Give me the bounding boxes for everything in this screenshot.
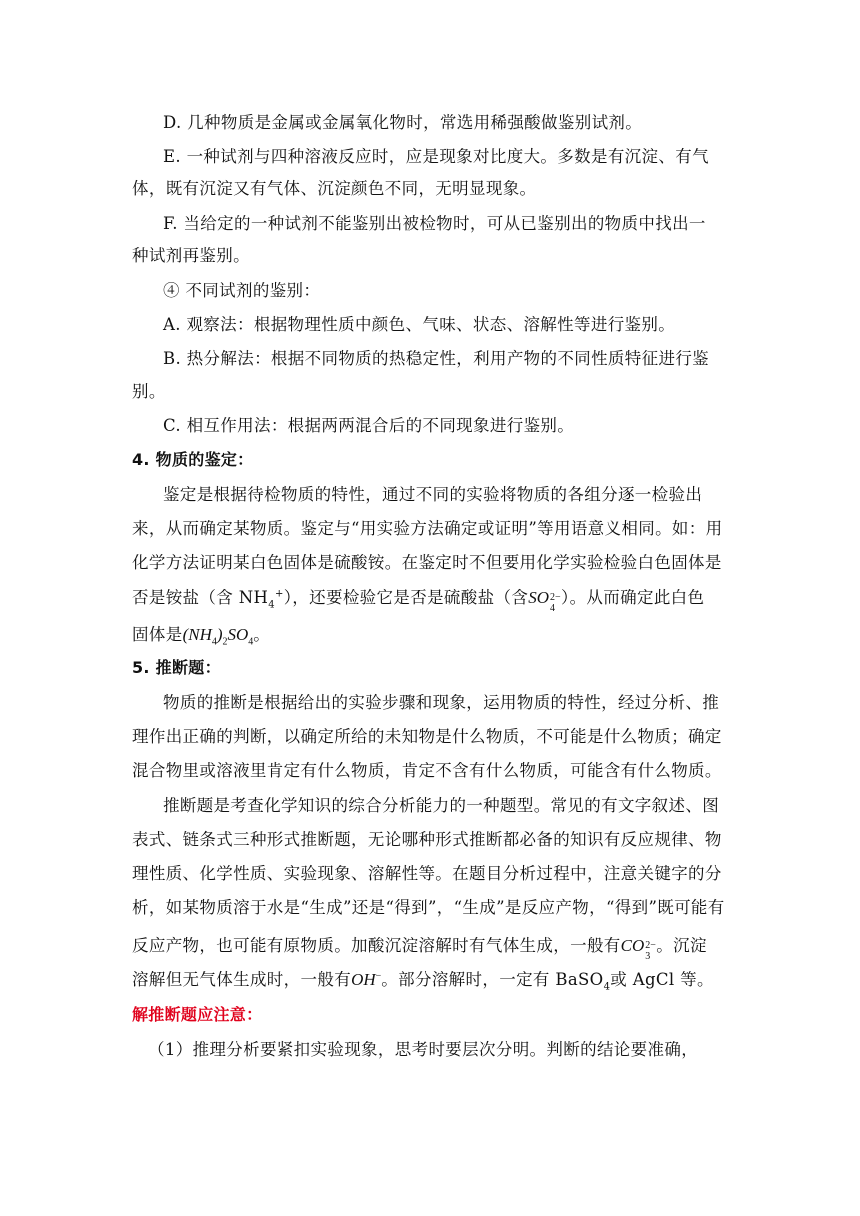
formula-base: OH <box>351 970 376 989</box>
paragraph-line: ④ 不同试剂的鉴别： <box>163 281 321 300</box>
paragraph-line: 鉴定是根据待检物质的特性，通过不同的实验将物质的各组分逐一检验出 <box>163 485 703 504</box>
formula-indices <box>644 937 656 962</box>
formula-charge: − <box>375 970 382 982</box>
text-segment: 溶解但无气体生成时，一般有 <box>132 970 352 989</box>
hydroxide-formula <box>351 970 381 989</box>
text-segment: 或 AgCl 等。 <box>610 970 714 989</box>
sulfate-formula <box>528 588 561 614</box>
paragraph-line-formulas <box>132 587 732 614</box>
formula-part: ) <box>216 625 223 644</box>
paragraph-line: 体，既有沉淀又有气体、沉淀颜色不同，无明显现象。 <box>132 179 537 198</box>
paragraph-line: 种试剂再鉴别。 <box>132 246 250 265</box>
formula-base: SO <box>528 588 549 607</box>
paragraph-line: 表式、链条式三种形式推断题，无论哪种形式推断都必备的知识有反应规律、物 <box>132 830 722 849</box>
paragraph-line-formulas <box>132 624 732 646</box>
nh4-superscript: + <box>274 588 284 600</box>
section-heading-4: 4. 物质的鉴定： <box>132 450 254 469</box>
text-segment: 。沉淀 <box>656 936 707 955</box>
text-segment: 。 <box>253 625 271 644</box>
formula-part: SO <box>227 625 249 644</box>
paragraph-line: 别。 <box>132 382 166 401</box>
text-segment: ），还要检验它是否是硫酸盐（含 <box>283 588 529 607</box>
paragraph-line: E. 一种试剂与四种溶液反应时，应是现象对比度大。多数是有沉淀、有气 <box>163 147 709 166</box>
paragraph-line: 理作出正确的判断，以确定所给的未知物是什么物质，不可能是什么物质；确定 <box>132 727 722 746</box>
paragraph-line: 混合物里或溶液里肯定有什么物质，肯定不含有什么物质，可能含有什么物质。 <box>132 761 722 780</box>
formula-subscript: 4 <box>549 603 555 614</box>
formula-subscript: 4 <box>211 636 217 648</box>
paragraph-line: （1）推理分析要紧扣实验现象，思考时要层次分明。判断的结论要准确， <box>148 1040 699 1059</box>
text-segment: ）。从而确定此白色 <box>560 588 705 607</box>
paragraph-line: B. 热分解法：根据不同物质的热稳定性，利用产物的不同性质特征进行鉴 <box>163 349 710 368</box>
section-heading-5: 5. 推断题： <box>132 658 221 677</box>
paragraph-line-formulas <box>132 969 732 991</box>
formula-charge: 2− <box>549 592 561 603</box>
paragraph-line: 来，从而确定某物质。鉴定与“用实验方法确定或证明”等用语意义相同。如：用 <box>132 519 723 538</box>
formula-subscript: 3 <box>645 951 651 962</box>
paragraph-line: 推断题是考查化学知识的综合分析能力的一种题型。常见的有文字叙述、图 <box>163 796 720 815</box>
paragraph-line: 化学方法证明某白色固体是硫酸铵。在鉴定时不但要用化学实验检验白色固体是 <box>132 553 722 572</box>
carbonate-formula <box>620 936 657 962</box>
formula-subscript: 2 <box>222 636 228 648</box>
baso4-subscript: 4 <box>603 981 611 993</box>
paragraph-line: A. 观察法：根据物理性质中颜色、气味、状态、溶解性等进行鉴别。 <box>163 315 676 334</box>
text-segment: 。部分溶解时，一定有 BaSO <box>381 970 604 989</box>
text-segment: 反应产物，也可能有原物质。加酸沉淀溶解时有气体生成，一般有 <box>132 936 621 955</box>
paragraph-line-formulas <box>132 935 732 962</box>
paragraph-line: 析，如某物质溶于水是“生成”还是“得到”，“生成”是反应产物，“得到”既可能有 <box>132 898 725 917</box>
paragraph-line: F. 当给定的一种试剂不能鉴别出被检物时，可从已鉴别出的物质中找出一 <box>163 214 706 233</box>
text-segment: 否是铵盐（含 NH <box>132 588 269 607</box>
paragraph-line: D. 几种物质是金属或金属氧化物时，常选用稀强酸做鉴别试剂。 <box>163 113 643 132</box>
paragraph-line: 理性质、化学性质、实验现象、溶解性等。在题目分析过程中，注意关键字的分 <box>132 864 722 883</box>
section-heading-highlight: 解推断题应注意： <box>132 1005 263 1024</box>
ammonium-sulfate-formula <box>182 625 254 648</box>
formula-indices <box>549 589 561 614</box>
formula-base: CO <box>620 936 645 955</box>
formula-charge: 2− <box>645 940 656 951</box>
nh4-subscript: 4 <box>268 599 275 611</box>
paragraph-line: C. 相互作用法：根据两两混合后的不同现象进行鉴别。 <box>163 416 575 435</box>
formula-subscript: 4 <box>248 636 254 648</box>
text-segment: 固体是 <box>132 625 183 644</box>
paragraph-line: 物质的推断是根据给出的实验步骤和现象，运用物质的特性，经过分析、推 <box>163 693 720 712</box>
formula-part: (NH <box>182 625 212 644</box>
